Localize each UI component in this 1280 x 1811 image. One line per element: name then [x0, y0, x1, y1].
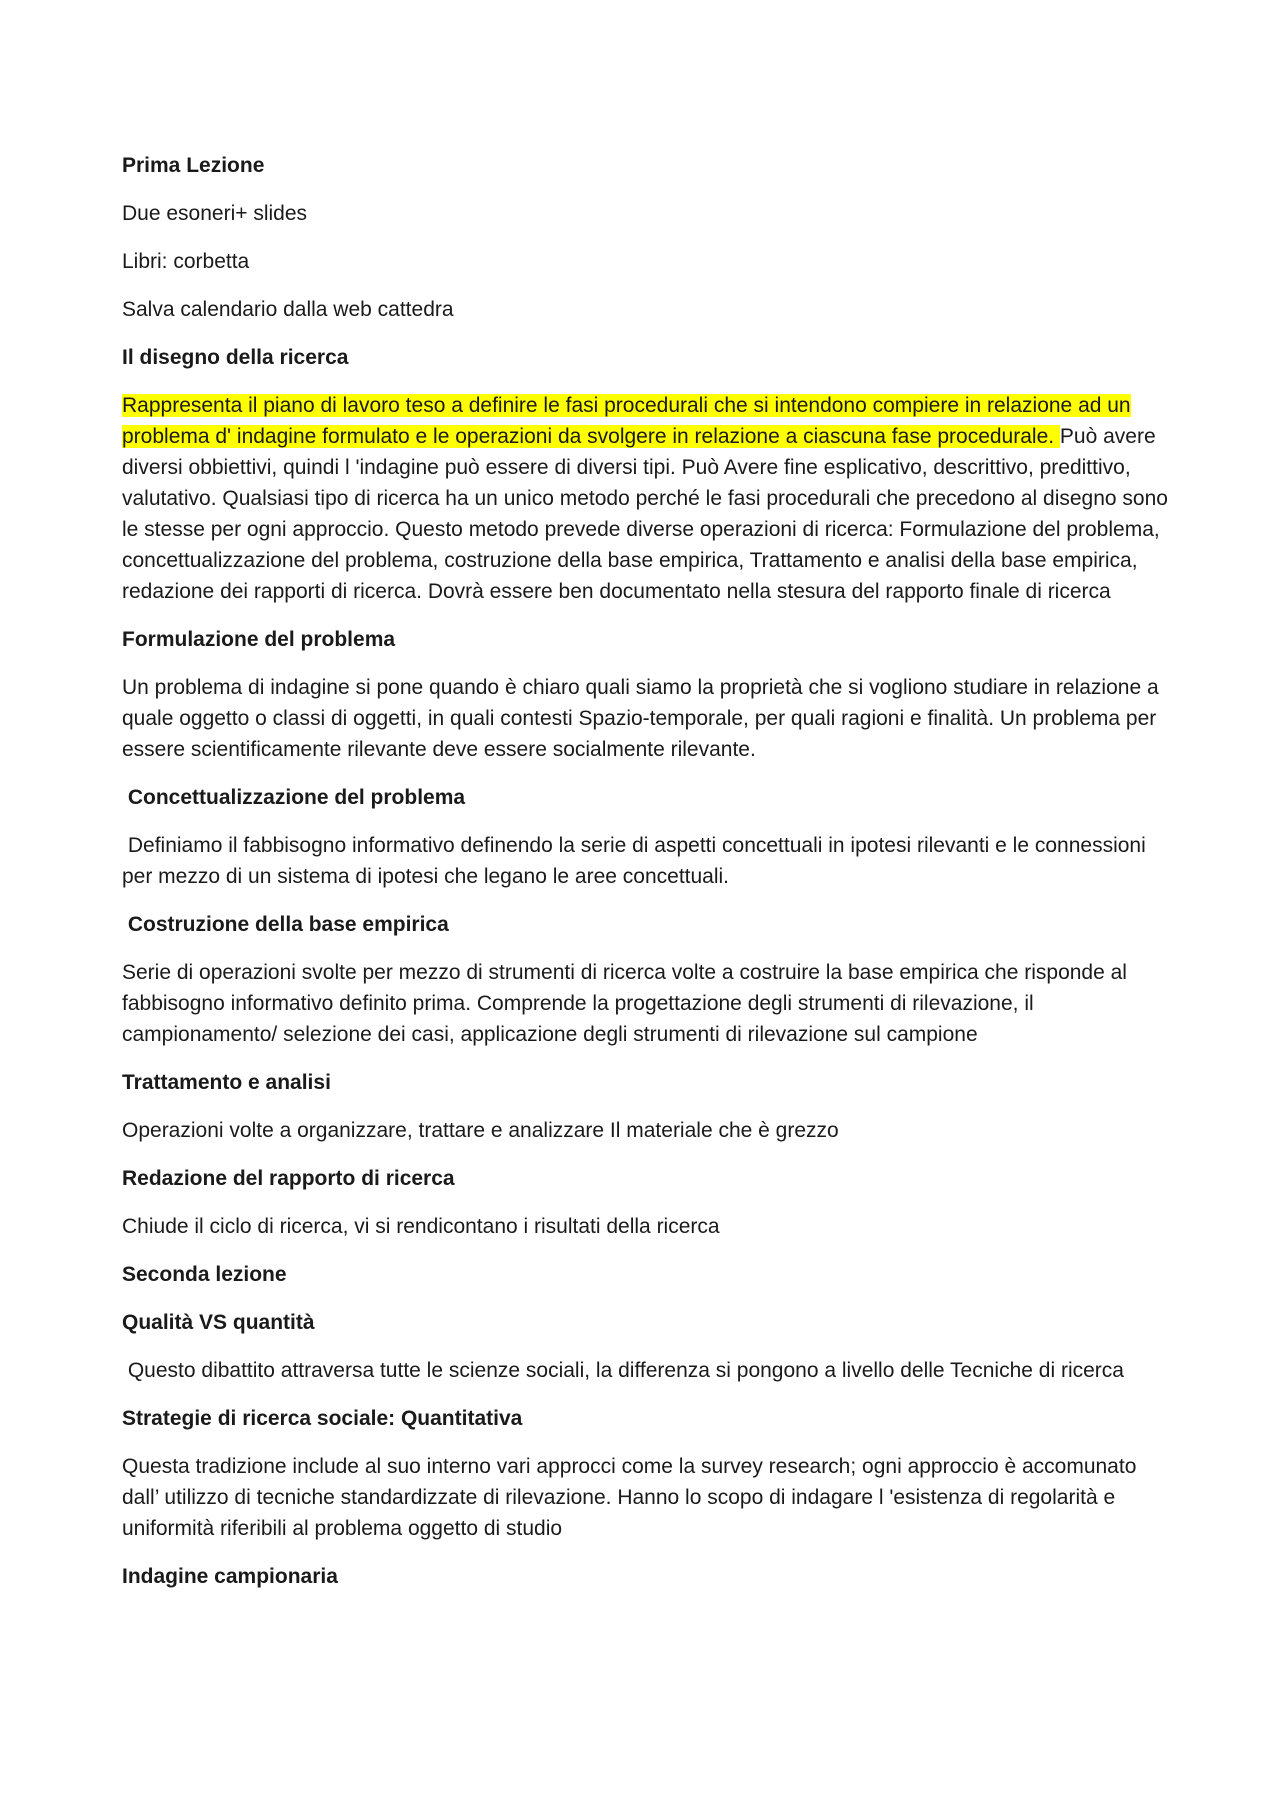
- heading-trattamento: Trattamento e analisi: [122, 1071, 331, 1094]
- line-esoneri: Due esoneri+ slides: [122, 202, 308, 225]
- paragraph-disegno: [122, 390, 1172, 607]
- paragraph-trattamento: Operazioni volte a organizzare, trattare e analizzare Il materiale che è grezzo: [122, 1119, 839, 1142]
- paragraph-costruzione: Serie di operazioni svolte per mezzo di strumenti di ricerca volte a costruire la base empirica che risponde al fabbisogno informativo definito prima. Comprende la progettazione degli strumenti di rilevazione, il campionamento/ selezione dei casi, applicazione degli strumenti di rilevazione sul campione: [122, 961, 1127, 1046]
- heading-costruzione: Costruzione della base empirica: [122, 913, 449, 936]
- line-libri: Libri: corbetta: [122, 250, 250, 273]
- heading-prima-lezione: Prima Lezione: [122, 154, 265, 177]
- heading-disegno: Il disegno della ricerca: [122, 346, 349, 369]
- heading-indagine: Indagine campionaria: [122, 1565, 338, 1588]
- heading-strategie: Strategie di ricerca sociale: Quantitativa: [122, 1407, 523, 1430]
- heading-concettualizzazione: Concettualizzazione del problema: [122, 786, 466, 809]
- paragraph-redazione: Chiude il ciclo di ricerca, vi si rendicontano i risultati della ricerca: [122, 1215, 720, 1238]
- line-calendario: Salva calendario dalla web cattedra: [122, 298, 454, 321]
- highlighted-text: Rappresenta il piano di lavoro teso a definire le fasi procedurali che si intendono compiere in relazione ad un problema d' indagine formulato e le operazioni da svolgere in relazione a ciascuna fase procedurale.: [122, 394, 1131, 448]
- paragraph-concettualizzazione: Definiamo il fabbisogno informativo definendo la serie di aspetti concettuali in ipotesi rilevanti e le connessioni per mezzo di un sistema di ipotesi che legano le aree concettuali.: [122, 834, 1152, 888]
- paragraph-strategie: Questa tradizione include al suo interno vari approcci come la survey research; ogni approccio è accomunato dall’ utilizzo di tecniche standardizzate di rilevazione. Hanno lo scopo di indagare l 'esistenza di regolarità e uniformità riferibili al problema oggetto di studio: [122, 1455, 1137, 1540]
- heading-seconda-lezione: Seconda lezione: [122, 1263, 287, 1286]
- paragraph-formulazione: Un problema di indagine si pone quando è chiaro quali siamo la proprietà che si vogliono studiare in relazione a quale oggetto o classi di oggetti, in quali contesti Spazio-temporale, per quali ragioni e finalità. Un problema per essere scientificamente rilevante deve essere socialmente rilevante.: [122, 676, 1159, 761]
- document-page: [122, 150, 1172, 1609]
- heading-formulazione: Formulazione del problema: [122, 628, 396, 651]
- paragraph-qualita: Questo dibattito attraversa tutte le scienze sociali, la differenza si pongono a livello delle Tecniche di ricerca: [122, 1359, 1124, 1382]
- heading-redazione: Redazione del rapporto di ricerca: [122, 1167, 455, 1190]
- heading-qualita: Qualità VS quantità: [122, 1311, 315, 1334]
- paragraph-disegno-rest: Può avere diversi obbiettivi, quindi l 'indagine può essere di diversi tipi. Può Avere fine esplicativo, descrittivo, predittivo, valutativo. Qualsiasi tipo di ricerca ha un unico metodo perché le fasi procedurali che precedono al disegno sono le stesse per ogni approccio. Questo metodo prevede diverse operazioni di ricerca: Formulazione del problema, concettualizzazione del problema, costruzione della base empirica, Trattamento e analisi della base empirica, redazione dei rapporti di ricerca. Dovrà essere ben documentato nella stesura del rapporto finale di ricerca: [122, 425, 1168, 603]
